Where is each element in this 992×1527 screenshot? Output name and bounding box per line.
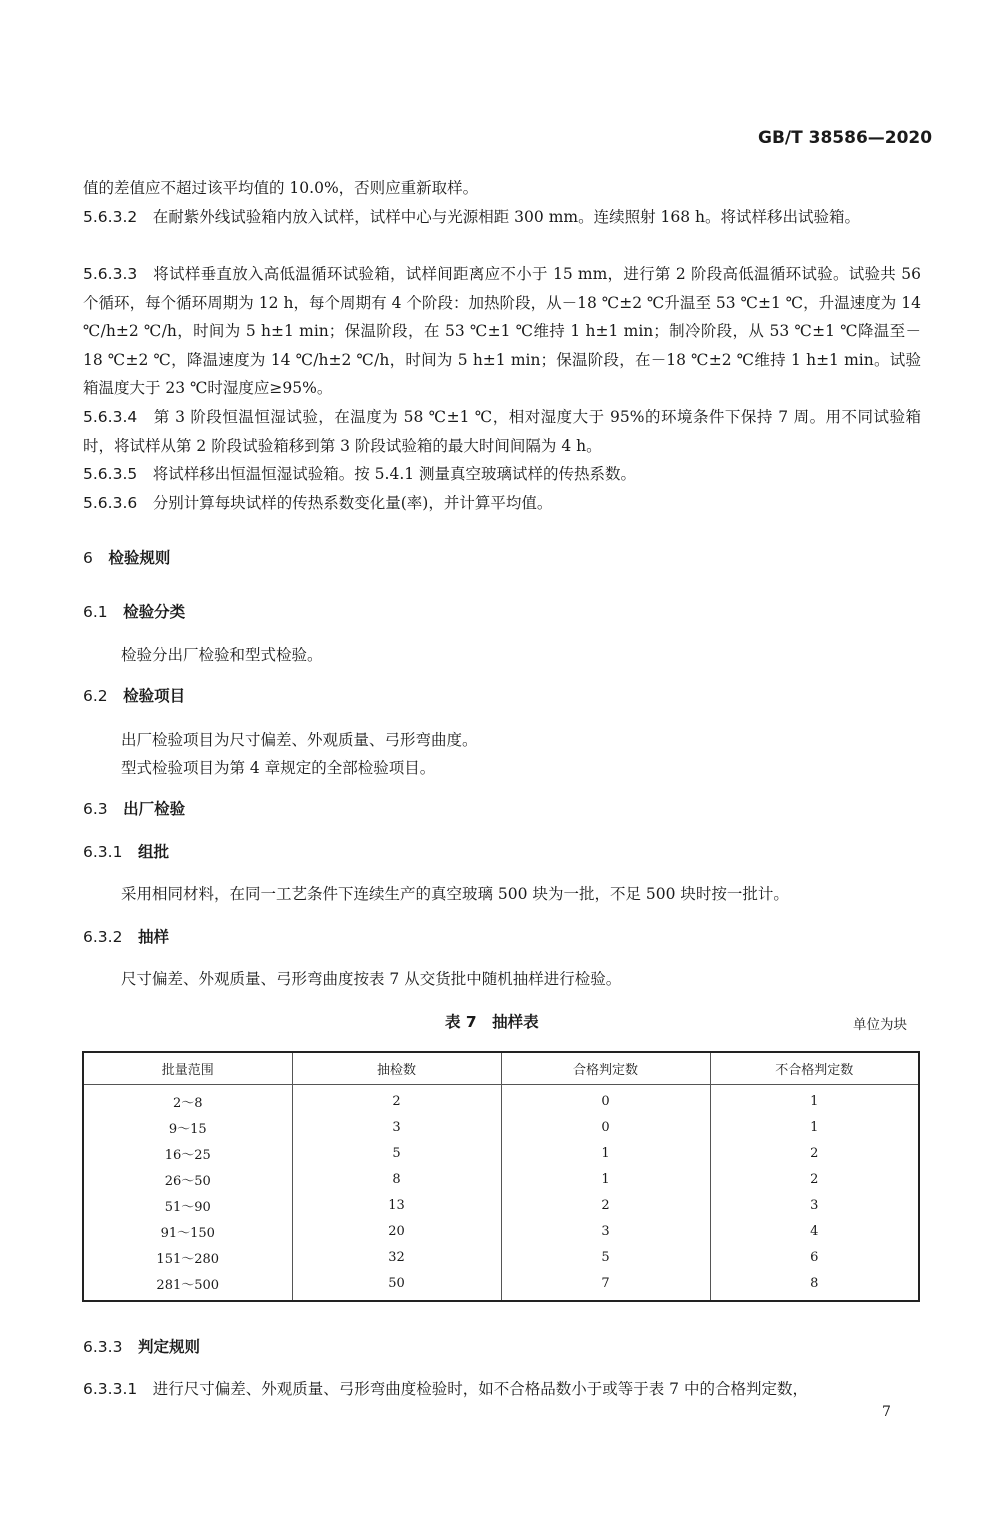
- section-6-heading: [83, 546, 170, 568]
- section-6-2-body-2: 型式检验项目为第 4 章规定的全部检验项目。: [121, 759, 436, 777]
- section-title: 出厂检验: [123, 800, 186, 818]
- table-row: [83, 1193, 919, 1219]
- table-cell: 5: [292, 1141, 501, 1167]
- section-number: 6.2: [83, 687, 108, 705]
- table-cell: 2: [710, 1167, 919, 1193]
- column-header: 合格判定数: [501, 1052, 710, 1085]
- column-header: 批量范围: [83, 1052, 292, 1085]
- section-6-3-3-heading: [83, 1335, 200, 1357]
- table-cell: 50: [292, 1270, 501, 1301]
- table-row: [83, 1141, 919, 1167]
- table-cell: 8: [710, 1270, 919, 1301]
- section-number: 6.3.1: [83, 843, 123, 861]
- clause-number: 5.6.3.5: [83, 465, 138, 483]
- section-6-3-1-body: 采用相同材料，在同一工艺条件下连续生产的真空玻璃 500 块为一批，不足 500 块时按一批计。: [121, 885, 789, 903]
- table-cell: 3: [501, 1218, 710, 1244]
- section-title: 判定规则: [137, 1338, 200, 1356]
- sampling-table: [82, 1051, 920, 1302]
- table-row: [83, 1270, 919, 1301]
- clause-5-6-3-6: [83, 489, 921, 518]
- section-title: 检验项目: [123, 687, 186, 705]
- section-title: 检验分类: [123, 603, 186, 621]
- section-number: 6.3.2: [83, 928, 123, 946]
- table-cell: 91～150: [160, 1225, 215, 1241]
- table-cell: 0: [501, 1115, 710, 1141]
- paragraph: [83, 174, 921, 203]
- section-number: 6.1: [83, 603, 108, 621]
- clause-text: 第 3 阶段恒温恒湿试验，在温度为 58 ℃±1 ℃，相对湿度大于 95%的环境条件下保持 7 周。用不同试验箱时，将试样从第 2 阶段试验箱移到第 3 阶段试验箱的最大时间间隔为 4 h。: [83, 408, 921, 455]
- clause-5-6-3-5: [83, 460, 921, 489]
- table-cell: 4: [710, 1218, 919, 1244]
- section-6-2-body-1: 出厂检验项目为尺寸偏差、外观质量、弓形弯曲度。: [121, 731, 478, 749]
- table-header-row: [83, 1052, 919, 1085]
- table-unit: 单位为块: [853, 1017, 907, 1033]
- clause-5-6-3-3: [83, 260, 921, 403]
- table-caption: 表 7 抽样表: [445, 1013, 539, 1031]
- table-cell: 2: [501, 1193, 710, 1219]
- section-number: 6.3.3: [83, 1338, 123, 1356]
- section-title: 检验规则: [108, 549, 171, 567]
- section-6-1-body: 检验分出厂检验和型式检验。: [121, 646, 323, 664]
- table-cell: 8: [292, 1167, 501, 1193]
- clause-number: 5.6.3.6: [83, 494, 138, 512]
- table-cell: 26～50: [164, 1174, 211, 1190]
- section-title: 抽样: [137, 928, 169, 946]
- clause-6-3-3-1: [83, 1375, 921, 1404]
- clause-number: 6.3.3.1: [83, 1380, 138, 1398]
- clause-5-6-3-4: [83, 403, 921, 460]
- table-cell: 9～15: [168, 1122, 207, 1138]
- section-number: 6.3: [83, 800, 108, 818]
- section-number: 6: [83, 549, 93, 567]
- section-6-3-2-heading: [83, 925, 169, 947]
- table-cell: 7: [501, 1270, 710, 1301]
- paragraph-text: 值的差值应不超过该平均值的 10.0%，否则应重新取样。: [83, 179, 479, 197]
- clause-number: 5.6.3.4: [83, 408, 138, 426]
- table-cell: 2: [292, 1085, 501, 1115]
- table-cell: 1: [710, 1115, 919, 1141]
- table-row: [83, 1085, 919, 1115]
- table-cell: 20: [292, 1218, 501, 1244]
- table-row: [83, 1167, 919, 1193]
- table-cell: 1: [501, 1141, 710, 1167]
- table-cell: 51～90: [164, 1200, 211, 1215]
- clause-text: 分别计算每块试样的传热系数变化量(率)，并计算平均值。: [152, 494, 553, 512]
- table-cell: 32: [292, 1244, 501, 1270]
- table-cell: 3: [292, 1115, 501, 1141]
- table-cell: 2～8: [172, 1096, 203, 1112]
- table-cell: 1: [501, 1167, 710, 1193]
- table-cell: 281～500: [156, 1277, 220, 1293]
- section-title: 组批: [137, 843, 169, 861]
- page-number: 7: [882, 1404, 891, 1420]
- table-row: [83, 1115, 919, 1141]
- section-6-3-2-body: 尺寸偏差、外观质量、弓形弯曲度按表 7 从交货批中随机抽样进行检验。: [121, 970, 622, 988]
- section-6-2-heading: [83, 684, 185, 706]
- table-cell: 6: [710, 1244, 919, 1270]
- clause-5-6-3-2: [83, 203, 921, 232]
- table-cell: 2: [710, 1141, 919, 1167]
- section-6-3-1-heading: [83, 840, 169, 862]
- table-cell: 16～25: [164, 1148, 211, 1164]
- table-cell: 13: [292, 1193, 501, 1219]
- column-header: 抽检数: [292, 1052, 501, 1085]
- table-row: [83, 1244, 919, 1270]
- clause-text: 进行尺寸偏差、外观质量、弓形弯曲度检验时，如不合格品数小于或等于表 7 中的合格判定数，: [152, 1380, 808, 1398]
- table-cell: 3: [710, 1193, 919, 1219]
- table-cell: 1: [710, 1085, 919, 1115]
- table-cell: 0: [501, 1085, 710, 1115]
- clause-text: 将试样垂直放入高低温循环试验箱，试样间距离应不小于 15 mm，进行第 2 阶段高低温循环试验。试验共 56 个循环，每个循环周期为 12 h，每个周期有 4 个阶段：加热阶段，从－18 ℃±2 ℃升温至 53 ℃±1 ℃，升温速度为 14 ℃/h±2 ℃/h，时间为 5 h±1 min；保温阶段，在 53 ℃±1 ℃维持 1 h±1 min；制冷阶段，从 53 ℃±1 ℃降温至－18 ℃±2 ℃，降温速度为 14 ℃/h±2 ℃/h，时间为 5 h±1 min；保温阶段，在－18 ℃±2 ℃维持 1 h±1 min。试验箱温度大于 23 ℃时湿度应≥95%。: [83, 265, 921, 398]
- clause-text: 在耐紫外线试验箱内放入试样，试样中心与光源相距 300 mm。连续照射 168 h。将试样移出试验箱。: [152, 208, 861, 226]
- table-cell: 151～280: [156, 1251, 220, 1267]
- section-6-1-heading: [83, 600, 185, 622]
- clause-number: 5.6.3.3: [83, 265, 138, 283]
- column-header: 不合格判定数: [710, 1052, 919, 1085]
- standard-number: GB/T 38586—2020: [758, 128, 933, 148]
- table-row: [83, 1218, 919, 1244]
- section-6-3-heading: [83, 797, 185, 819]
- table-cell: 5: [501, 1244, 710, 1270]
- clause-number: 5.6.3.2: [83, 208, 138, 226]
- clause-text: 将试样移出恒温恒湿试验箱。按 5.4.1 测量真空玻璃试样的传热系数。: [152, 465, 637, 483]
